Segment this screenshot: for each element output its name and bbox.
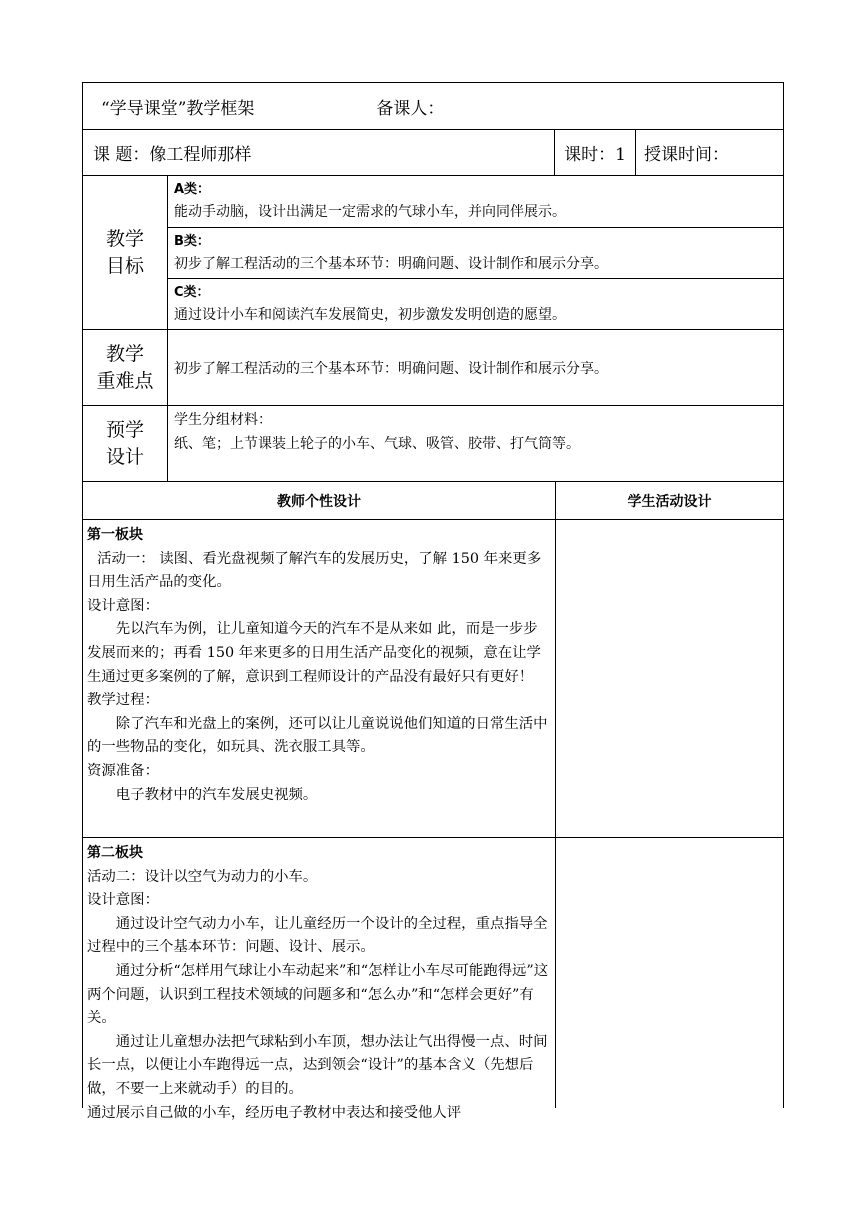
- block2-para: 通过让儿童想办法把气球粘到小车顶，想办法让气出得慢一点、时间长一点，以便让小车跑得远一点，达到领会“设计”的基本含义（先想后做，不要一上来就动手）的目的。: [87, 1033, 548, 1097]
- key-points-text: 初步了解工程活动的三个基本环节：明确问题、设计制作和展示分享。: [174, 360, 608, 377]
- block1-student-cell: [556, 520, 783, 837]
- block2-activity: 活动二：设计以空气为动力的小车。: [87, 868, 318, 885]
- block1-title: 第一板块: [87, 527, 143, 543]
- goal-head: C类：: [174, 285, 210, 300]
- block2-student-cell: [556, 838, 783, 1108]
- goal-text: 初步了解工程活动的三个基本环节：明确问题、设计制作和展示分享。: [174, 256, 608, 272]
- block2-para: 通过设计空气动力小车，让儿童经历一个设计的全过程，重点指导全过程中的三个基本环节：问题、设计、展示。: [87, 915, 548, 956]
- goals-label-line: 教学: [105, 227, 144, 250]
- block1-intent-text: 先以汽车为例，让儿童知道今天的汽车不是从来如 此，而是一步步发展而来的；再看 150 年来更多的日用生活产品变化的视频，意在让学生通过更多案例的了解，意识到工程师设计的产品没有最好只有更好！: [87, 621, 541, 685]
- goal-item-c: [168, 278, 783, 329]
- block2-title: 第二板块: [87, 845, 143, 861]
- goal-text: 通过设计小车和阅读汽车发展简史，初步激发发明创造的愿望。: [174, 307, 566, 323]
- goal-text: 能动手动脑，设计出满足一定需求的气球小车，并向同伴展示。: [174, 204, 566, 220]
- goals-label: [83, 176, 168, 329]
- column-header-row: [83, 482, 783, 520]
- period-cell: 课时：1: [555, 130, 636, 175]
- header-row: [83, 83, 783, 130]
- preparer-label: 备课人：: [376, 98, 445, 119]
- block1-row: [83, 520, 783, 838]
- block2-para: 通过分析“怎样用气球让小车动起来”和“怎样让小车尽可能跑得远”这两个问题，认识到工程技术领域的问题多和“怎么办”和“怎样会更好”有关。: [87, 962, 549, 1027]
- block1-resource-label: 资源准备：: [87, 762, 159, 779]
- block1-intent-label: 设计意图：: [87, 597, 159, 614]
- block2-para: 通过展示自己做的小车，经历电子教材中表达和接受他人评: [87, 1104, 462, 1121]
- time-cell: 授课时间：: [644, 145, 729, 165]
- preview-label-line: 设计: [105, 445, 144, 468]
- block2-row: [83, 838, 783, 1121]
- goal-item-a: [168, 176, 783, 227]
- block2-intent-label: 设计意图：: [87, 892, 159, 909]
- preview-content: [168, 406, 783, 481]
- goal-head: B类：: [174, 234, 210, 249]
- goals-label-line: 目标: [105, 254, 144, 277]
- block2-teacher-cell: [83, 838, 556, 1121]
- preview-line: 学生分组材料：: [174, 412, 272, 428]
- key-label-line: 教学: [105, 342, 144, 365]
- block1-activity: 活动一： 读图、看光盘视频了解汽车的发展历史，了解 150 年来更多日用生活产品的变化。: [87, 550, 542, 591]
- frame-title: “学导课堂”教学框架: [101, 98, 255, 119]
- goals-content: [168, 176, 783, 329]
- key-points-row: [83, 330, 783, 406]
- preview-label: [83, 406, 168, 481]
- preview-line: 纸、笔；上节课装上轮子的小车、气球、吸管、胶带、打气筒等。: [174, 436, 580, 452]
- lesson-plan-table: [82, 82, 784, 1121]
- header-cell: [83, 94, 783, 119]
- topic-cell: 课 题：像工程师那样: [83, 130, 555, 175]
- preview-row: [83, 406, 783, 482]
- block1-resource-text: 电子教材中的汽车发展史视频。: [115, 786, 318, 803]
- block1-process-text: 除了汽车和光盘上的案例，还可以让儿童说说他们知道的日常生活中的一些物品的变化，如玩具、洗衣服工具等。: [87, 715, 548, 756]
- student-column-header: 学生活动设计: [627, 493, 712, 510]
- block1-process-label: 教学过程：: [87, 692, 159, 709]
- goal-head: A类：: [174, 182, 211, 197]
- key-label-line: 重难点: [96, 369, 154, 392]
- key-points-label: [83, 330, 168, 405]
- teacher-column-header: 教师个性设计: [83, 482, 556, 519]
- goals-row: [83, 176, 783, 330]
- preview-label-line: 预学: [105, 418, 144, 441]
- block1-teacher-cell: [83, 520, 556, 837]
- topic-row: [83, 130, 783, 176]
- goal-item-b: [168, 227, 783, 278]
